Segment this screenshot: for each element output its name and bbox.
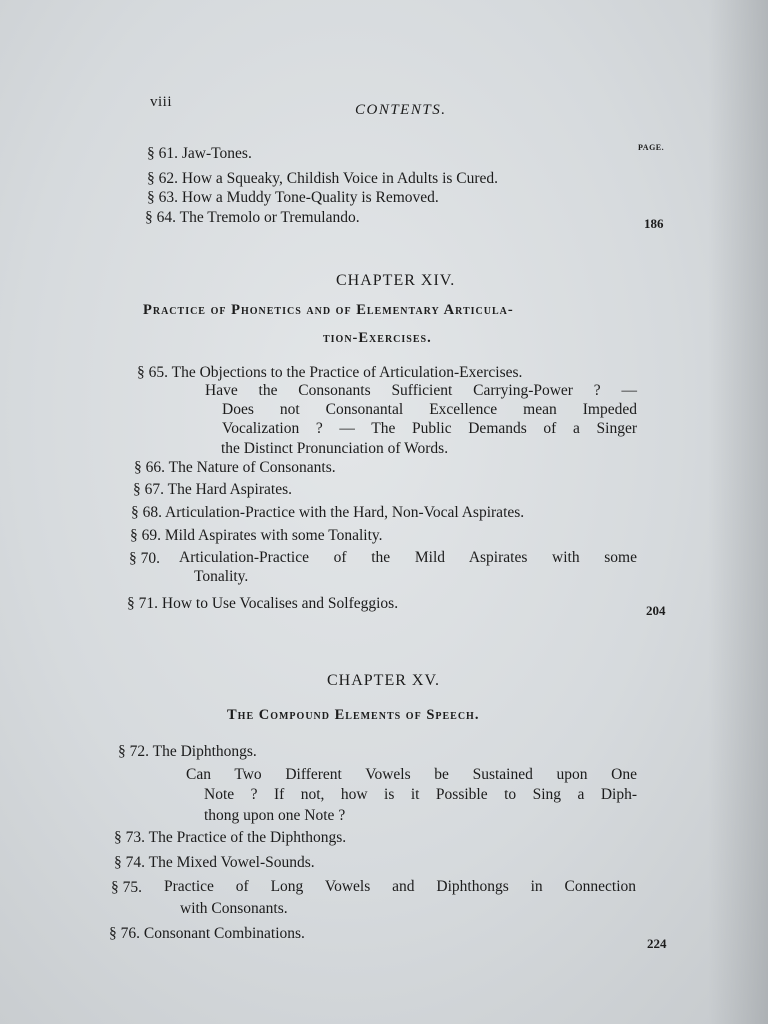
section-number: § 68. xyxy=(131,504,162,521)
page-edge-shadow xyxy=(708,0,768,1024)
toc-page-number-224: 224 xyxy=(647,936,667,951)
section-number: § 73. xyxy=(114,829,145,846)
section-number: § 76. xyxy=(109,925,140,942)
toc-page-number-204: 204 xyxy=(646,603,666,618)
entry-text: The Nature of Consonants. xyxy=(168,459,336,476)
toc-entry-62 xyxy=(147,169,498,188)
section-number: § 65. xyxy=(137,364,168,381)
toc-entry-64 xyxy=(145,208,360,227)
toc-entry-75-line2: with Consonants. xyxy=(180,900,288,917)
toc-entry-65-detail-line4: the Distinct Pronunciation of Words. xyxy=(221,440,449,457)
entry-text: How to Use Vocalises and Solfeggios. xyxy=(161,595,399,612)
section-number: § 70. xyxy=(129,550,160,567)
section-number: § 75. xyxy=(111,879,142,896)
page-title: CONTENTS. xyxy=(355,102,447,118)
toc-entry-72-detail-line3: thong upon one Note ? xyxy=(204,807,346,824)
toc-entry-66 xyxy=(134,458,336,477)
toc-entry-73 xyxy=(114,828,346,847)
section-number: § 72. xyxy=(118,743,149,760)
toc-entry-65 xyxy=(137,363,522,382)
entry-text: Articulation-Practice with the Hard, Non-Vocal Aspirates. xyxy=(165,504,525,521)
toc-entry-68 xyxy=(131,503,524,522)
toc-entry-70-line1: Articulation-Practice of the Mild Aspirates with some xyxy=(179,549,637,566)
toc-entry-63 xyxy=(147,188,439,207)
chapter-subtitle-xv: The Compound Elements of Speech. xyxy=(227,707,480,723)
toc-entry-71 xyxy=(127,594,398,613)
section-number: § 74. xyxy=(114,854,145,871)
toc-entry-70-line2: Tonality. xyxy=(194,568,249,585)
entry-text: The Tremolo or Tremulando. xyxy=(179,209,360,226)
entry-text: How a Muddy Tone-Quality is Removed. xyxy=(181,189,439,206)
section-number: § 69. xyxy=(130,527,161,544)
entry-text: The Mixed Vowel-Sounds. xyxy=(148,854,315,871)
entry-text: The Hard Aspirates. xyxy=(167,481,293,498)
section-number: § 71. xyxy=(127,595,158,612)
section-number: § 64. xyxy=(145,209,176,226)
toc-entry-67 xyxy=(133,480,292,499)
toc-entry-69 xyxy=(130,526,383,545)
entry-text: How a Squeaky, Childish Voice in Adults is Cured. xyxy=(181,170,499,187)
toc-entry-76 xyxy=(109,924,305,943)
page-column-label: PAGE. xyxy=(638,143,665,152)
toc-entry-74 xyxy=(114,853,315,872)
section-number: § 61. xyxy=(147,145,178,162)
toc-entry-72-detail-line1: Can Two Different Vowels be Sustained upon One xyxy=(186,766,637,783)
entry-text: Jaw-Tones. xyxy=(181,145,252,162)
entry-text: The Practice of the Diphthongs. xyxy=(148,829,347,846)
toc-entry-65-detail-line3: Vocalization ? — The Public Demands of a Singer xyxy=(222,420,637,437)
toc-entry-61 xyxy=(147,144,252,163)
toc-page-number-186: 186 xyxy=(644,216,664,231)
chapter-heading-xv: CHAPTER XV. xyxy=(327,672,440,689)
section-number: § 63. xyxy=(147,189,178,206)
toc-entry-72-detail-line2: Note ? If not, how is it Possible to Sing a Diph- xyxy=(204,786,637,803)
toc-entry-72 xyxy=(118,742,257,761)
entry-text: The Diphthongs. xyxy=(152,743,257,760)
toc-entry-75 xyxy=(111,878,142,897)
toc-entry-65-detail-line2: Does not Consonantal Excellence mean Impeded xyxy=(222,401,637,418)
entry-text: Consonant Combinations. xyxy=(143,925,305,942)
toc-entry-65-detail-line1: Have the Consonants Sufficient Carrying-Power ? — xyxy=(205,382,637,399)
page-number: viii xyxy=(150,94,173,110)
section-number: § 66. xyxy=(134,459,165,476)
chapter-subtitle-xiv-line2: tion-Exercises. xyxy=(323,330,432,346)
entry-text: The Objections to the Practice of Articulation-Exercises. xyxy=(171,364,523,381)
chapter-subtitle-xiv-line1: Practice of Phonetics and of Elementary Articula- xyxy=(143,302,514,318)
section-number: § 62. xyxy=(147,170,178,187)
chapter-heading-xiv: CHAPTER XIV. xyxy=(336,272,456,289)
toc-entry-70 xyxy=(129,549,160,568)
section-number: § 67. xyxy=(133,481,164,498)
toc-entry-75-line1: Practice of Long Vowels and Diphthongs in Connection xyxy=(164,878,636,895)
entry-text: Mild Aspirates with some Tonality. xyxy=(164,527,383,544)
